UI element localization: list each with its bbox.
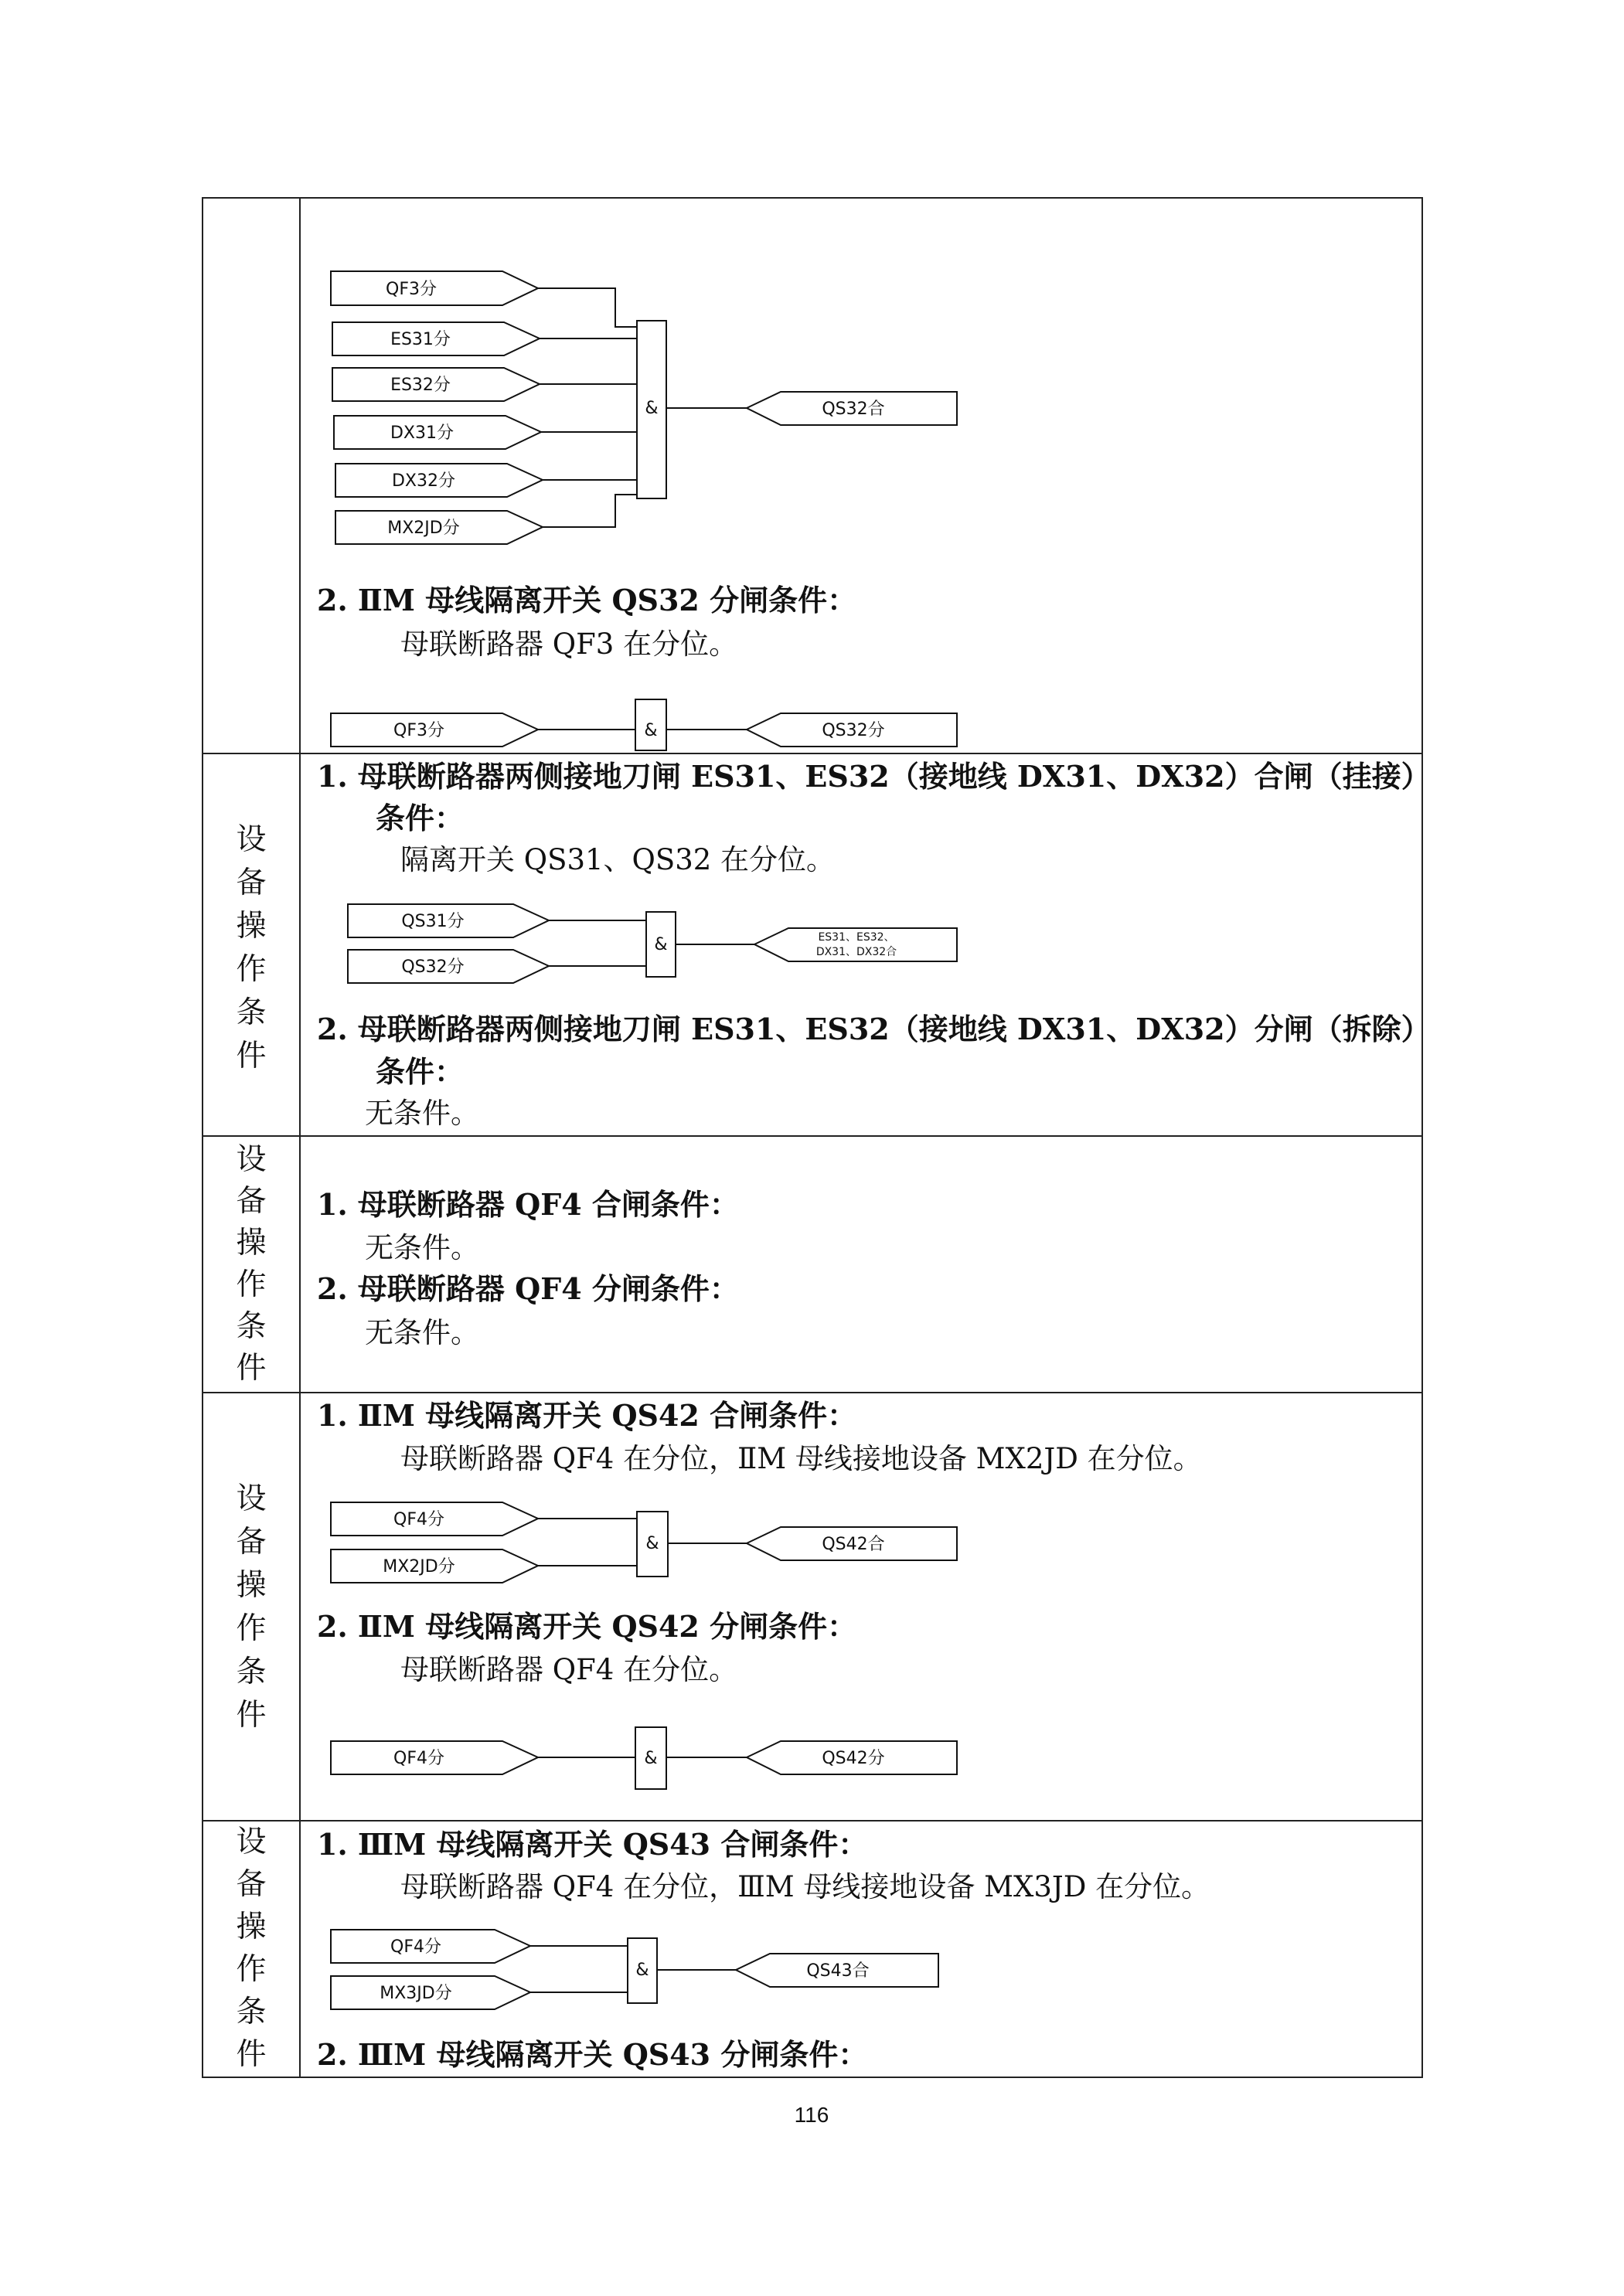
diagram-input-label: QF4分 <box>390 1937 441 1957</box>
diagram-input-label: MX2JD分 <box>387 519 460 538</box>
section-4 <box>236 1398 1201 1789</box>
diagram-output-label: DX31、DX32合 <box>815 946 897 958</box>
side-label <box>236 822 266 1073</box>
side-label-char: 备 <box>236 866 267 900</box>
item-title: 1. ⅡM 母线隔离开关 QS42 合闸条件： <box>317 1398 857 1433</box>
item-body: 母联断路器 QF4 在分位，ⅢM 母线接地设备 MX3JD 在分位。 <box>400 1870 1210 1903</box>
item-title: 条件： <box>376 1054 465 1089</box>
item-title: 2. ⅡM 母线隔离开关 QS42 分闸条件： <box>317 1609 857 1644</box>
diagram-output-label: QS43合 <box>806 1961 870 1981</box>
interlock-diagram-es-close <box>348 904 957 983</box>
side-label-char: 操 <box>236 909 267 944</box>
diagram-input-label: ES31分 <box>390 330 451 349</box>
side-label <box>236 1481 266 1733</box>
and-gate-symbol: & <box>635 1961 649 1980</box>
diagram-input-label: QS31分 <box>401 912 465 931</box>
item-title: 2. ⅢM 母线隔离开关 QS43 分闸条件： <box>317 2037 868 2072</box>
side-label-char: 条 <box>236 1655 267 1689</box>
item-title: 2. 母联断路器 QF4 分闸条件： <box>317 1271 739 1306</box>
and-gate-symbol: & <box>645 399 659 418</box>
and-gate-symbol: & <box>644 1749 658 1768</box>
item-title: 1. 母联断路器两侧接地刀闸 ES31、ES32（接地线 DX31、DX32）合闸（挂接） <box>317 759 1431 794</box>
side-label-char: 设 <box>236 1825 267 1859</box>
side-label-char: 备 <box>236 1184 267 1219</box>
diagram-input-label: QF4分 <box>393 1510 444 1529</box>
side-label-char: 操 <box>236 1910 267 1944</box>
side-label-char: 设 <box>236 822 267 857</box>
page-number: 116 <box>794 2103 829 2127</box>
side-label-char: 件 <box>236 1351 267 1386</box>
side-label-char: 作 <box>236 952 267 987</box>
side-label-char: 备 <box>236 1525 267 1560</box>
side-label-char: 作 <box>236 1611 267 1646</box>
item-title: 条件： <box>376 801 465 835</box>
diagram-input-label: MX3JD分 <box>380 1984 452 2003</box>
interlock-diagram-qs32-close <box>331 271 957 544</box>
diagram-output-label: QS42合 <box>822 1535 885 1554</box>
item-title: 1. 母联断路器 QF4 合闸条件： <box>317 1187 739 1222</box>
side-label-char: 设 <box>236 1481 267 1516</box>
section-3 <box>236 1142 738 1386</box>
side-label-char: 件 <box>236 1039 267 1073</box>
diagram-input-label: ES32分 <box>390 376 451 395</box>
interlock-diagram-qs42-close <box>331 1502 957 1583</box>
and-gate-symbol: & <box>654 935 668 954</box>
side-label-char: 设 <box>236 1142 267 1177</box>
diagram-input-label: MX2JD分 <box>383 1557 455 1577</box>
diagram-input-label: DX31分 <box>390 423 455 443</box>
diagram-input-label: QF3分 <box>393 721 444 740</box>
diagram-input-label: QF3分 <box>386 280 437 299</box>
side-label <box>236 1142 266 1386</box>
side-label <box>236 1825 266 2072</box>
side-label-char: 操 <box>236 1568 267 1603</box>
diagram-output-label: QS42分 <box>822 1749 885 1768</box>
and-gate-symbol: & <box>645 1534 659 1553</box>
diagram-output-label: ES31、ES32、 <box>818 931 895 944</box>
item-body: 无条件。 <box>365 1097 479 1130</box>
section-1 <box>317 271 957 750</box>
diagram-input-label: DX32分 <box>391 471 456 491</box>
side-label-char: 条 <box>236 995 267 1030</box>
section-2 <box>236 759 1430 1130</box>
side-label-char: 条 <box>236 1995 267 2029</box>
item-body: 母联断路器 QF4 在分位。 <box>400 1653 738 1686</box>
item-body: 隔离开关 QS31、QS32 在分位。 <box>400 843 836 876</box>
item-title: 2. 母联断路器两侧接地刀闸 ES31、ES32（接地线 DX31、DX32）分闸（拆除） <box>317 1012 1431 1046</box>
item-body: 母联断路器 QF4 在分位，ⅡM 母线接地设备 MX2JD 在分位。 <box>400 1442 1202 1475</box>
diagram-output-label: QS32分 <box>822 721 885 740</box>
side-label-char: 操 <box>236 1226 267 1260</box>
interlock-diagram-qs32-open <box>331 699 957 750</box>
item-body: 无条件。 <box>365 1316 479 1349</box>
side-label-char: 条 <box>236 1309 267 1344</box>
diagram-input-label: QS32分 <box>401 958 465 977</box>
item-body: 无条件。 <box>365 1231 479 1264</box>
side-label-char: 作 <box>236 1267 267 1302</box>
and-gate-symbol: & <box>644 721 658 740</box>
side-label-char: 件 <box>236 1698 267 1733</box>
item-title: 1. ⅢM 母线隔离开关 QS43 合闸条件： <box>317 1827 868 1862</box>
diagram-input-label: QF4分 <box>393 1749 444 1768</box>
interlock-diagram-qs43-close <box>331 1930 938 2009</box>
interlock-diagram-qs42-open <box>331 1727 957 1789</box>
side-label-char: 件 <box>236 2037 267 2072</box>
section-5 <box>236 1825 1210 2072</box>
item-title: 2. ⅡM 母线隔离开关 QS32 分闸条件： <box>317 583 857 617</box>
diagram-output-label: QS32合 <box>822 400 885 419</box>
side-label-char: 作 <box>236 1952 267 1987</box>
item-body: 母联断路器 QF3 在分位。 <box>400 628 738 661</box>
side-label-char: 备 <box>236 1867 267 1902</box>
